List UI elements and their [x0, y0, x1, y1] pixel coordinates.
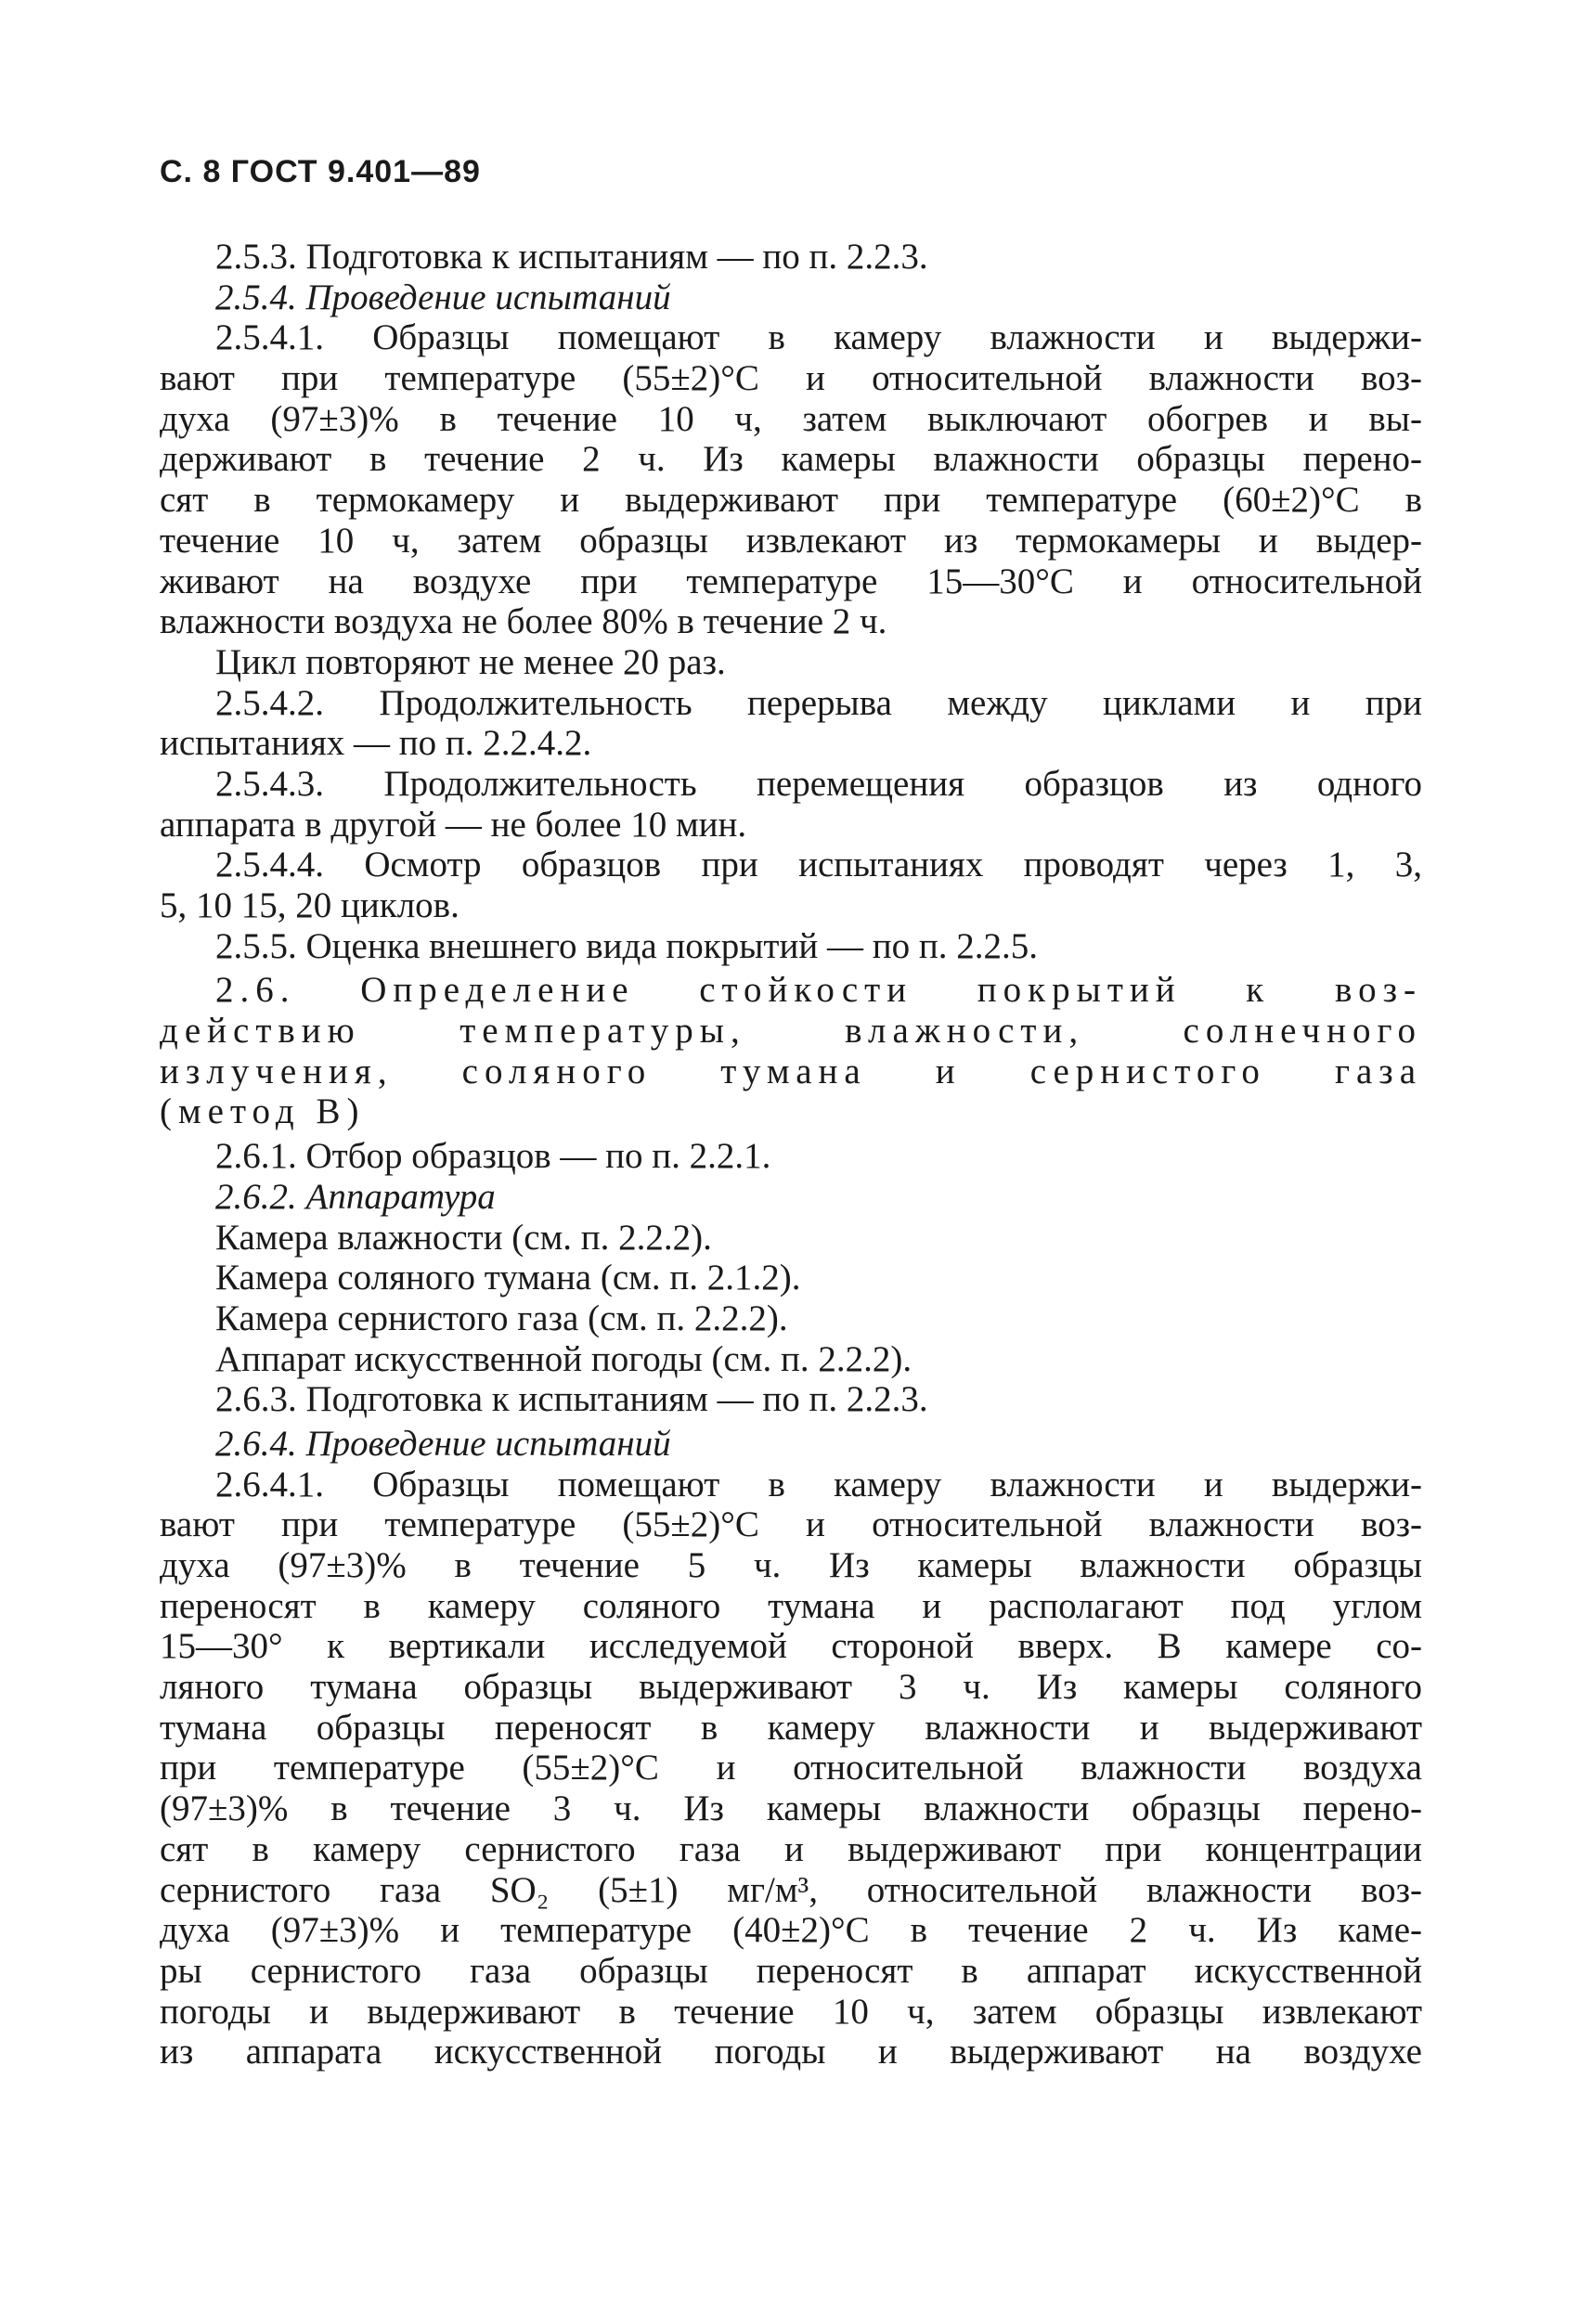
section-2-6-3: 2.6.3. Подготовка к испытаниям — по п. 2.2.3. [215, 1379, 928, 1420]
paragraph-line: 2.5.4.4. Осмотр образцов при испытаниях проводят через 1, 3, [215, 845, 1422, 885]
paragraph-line: Цикл повторяют не менее 20 раз. [215, 641, 726, 682]
section-2-6-heading: (метод В) [160, 1091, 366, 1132]
paragraph-line: (97±3)% в течение 3 ч. Из камеры влажности образцы перено- [160, 1788, 1422, 1829]
paragraph-line: течение 10 ч, затем образцы извлекают из термокамеры и выдер- [160, 520, 1422, 561]
equipment-item: Камера влажности (см. п. 2.2.2). [215, 1217, 712, 1258]
paragraph-line: из аппарата искусственной погоды и выдерживают на воздухе [160, 2032, 1422, 2072]
paragraph-line: духа (97±3)% в течение 10 ч, затем выключают обогрев и вы- [160, 398, 1422, 439]
paragraph-line: живают на воздухе при температуре 15—30°С и относительной [160, 561, 1422, 601]
paragraph-line: 5, 10 15, 20 циклов. [160, 885, 459, 925]
paragraph-line: 2.6.4.1. Образцы помещают в камеру влажности и выдержи- [215, 1464, 1422, 1504]
equipment-item: Камера сернистого газа (см. п. 2.2.2). [215, 1298, 788, 1338]
paragraph-line: вают при температуре (55±2)°С и относительной влажности воз- [160, 358, 1422, 399]
paragraph-line: духа (97±3)% в течение 5 ч. Из камеры влажности образцы [160, 1545, 1422, 1585]
paragraph-line: аппарата в другой — не более 10 мин. [160, 804, 747, 845]
section-2-6-4-heading: 2.6.4. Проведение испытаний [215, 1423, 671, 1464]
paragraph-line: тумана образцы переносят в камеру влажности и выдерживают [160, 1707, 1422, 1748]
paragraph-line: ры сернистого газа образцы переносят в аппарат искусственной [160, 1950, 1422, 1991]
section-2-6-1: 2.6.1. Отбор образцов — по п. 2.2.1. [215, 1136, 771, 1177]
section-2-6-heading: излучения, соляного тумана и сернистого газа [160, 1051, 1422, 1091]
page-header: С. 8 ГОСТ 9.401—89 [160, 154, 481, 189]
paragraph-line: при температуре (55±2)°С и относительной влажности воздуха [160, 1748, 1422, 1788]
paragraph-line: 2.5.4.2. Продолжительность перерыва между циклами и при [215, 682, 1422, 723]
paragraph-line: ляного тумана образцы выдерживают 3 ч. Из камеры соляного [160, 1667, 1422, 1708]
paragraph-line: вают при температуре (55±2)°С и относительной влажности воз- [160, 1504, 1422, 1545]
paragraph-line: 2.5.4.3. Продолжительность перемещения образцов из одного [215, 763, 1422, 804]
paragraph-line: сят в термокамеру и выдерживают при температуре (60±2)°С в [160, 480, 1422, 521]
paragraph-line: 2.5.4.1. Образцы помещают в камеру влажности и выдержи- [215, 317, 1422, 358]
section-2-5-4-heading: 2.5.4. Проведение испытаний [215, 277, 671, 317]
section-2-6-heading: действию температуры, влажности, солнечного [160, 1011, 1422, 1052]
paragraph-line: духа (97±3)% и температуре (40±2)°С в течение 2 ч. Из каме- [160, 1910, 1422, 1951]
document-body [160, 237, 1422, 2072]
equipment-item: Камера соляного тумана (см. п. 2.1.2). [215, 1258, 801, 1298]
paragraph-line: 15—30° к вертикали исследуемой стороной вверх. В камере со- [160, 1626, 1422, 1667]
section-2-5-3: 2.5.3. Подготовка к испытаниям — по п. 2.2.3. [215, 237, 928, 277]
section-2-6-2-heading: 2.6.2. Аппаратура [215, 1176, 496, 1217]
section-2-6-heading: 2.6. Определение стойкости покрытий к воз- [215, 970, 1422, 1011]
paragraph-line: влажности воздуха не более 80% в течение 2 ч. [160, 601, 887, 642]
equipment-item: Аппарат искусственной погоды (см. п. 2.2.2). [215, 1338, 912, 1379]
section-2-5-5: 2.5.5. Оценка внешнего вида покрытий — по п. 2.2.5. [215, 925, 1038, 966]
paragraph-line: переносят в камеру соляного тумана и располагают под углом [160, 1585, 1422, 1626]
paragraph-line: испытаниях — по п. 2.2.4.2. [160, 723, 592, 764]
paragraph-line: держивают в течение 2 ч. Из камеры влажности образцы перено- [160, 439, 1422, 480]
paragraph-line: сернистого газа SO₂ (5±1) мг/м³, относительной влажности воз- [160, 1869, 1422, 1910]
paragraph-line: погоды и выдерживают в течение 10 ч, затем образцы извлекают [160, 1991, 1422, 2032]
paragraph-line: сят в камеру сернистого газа и выдерживают при концентрации [160, 1828, 1422, 1869]
